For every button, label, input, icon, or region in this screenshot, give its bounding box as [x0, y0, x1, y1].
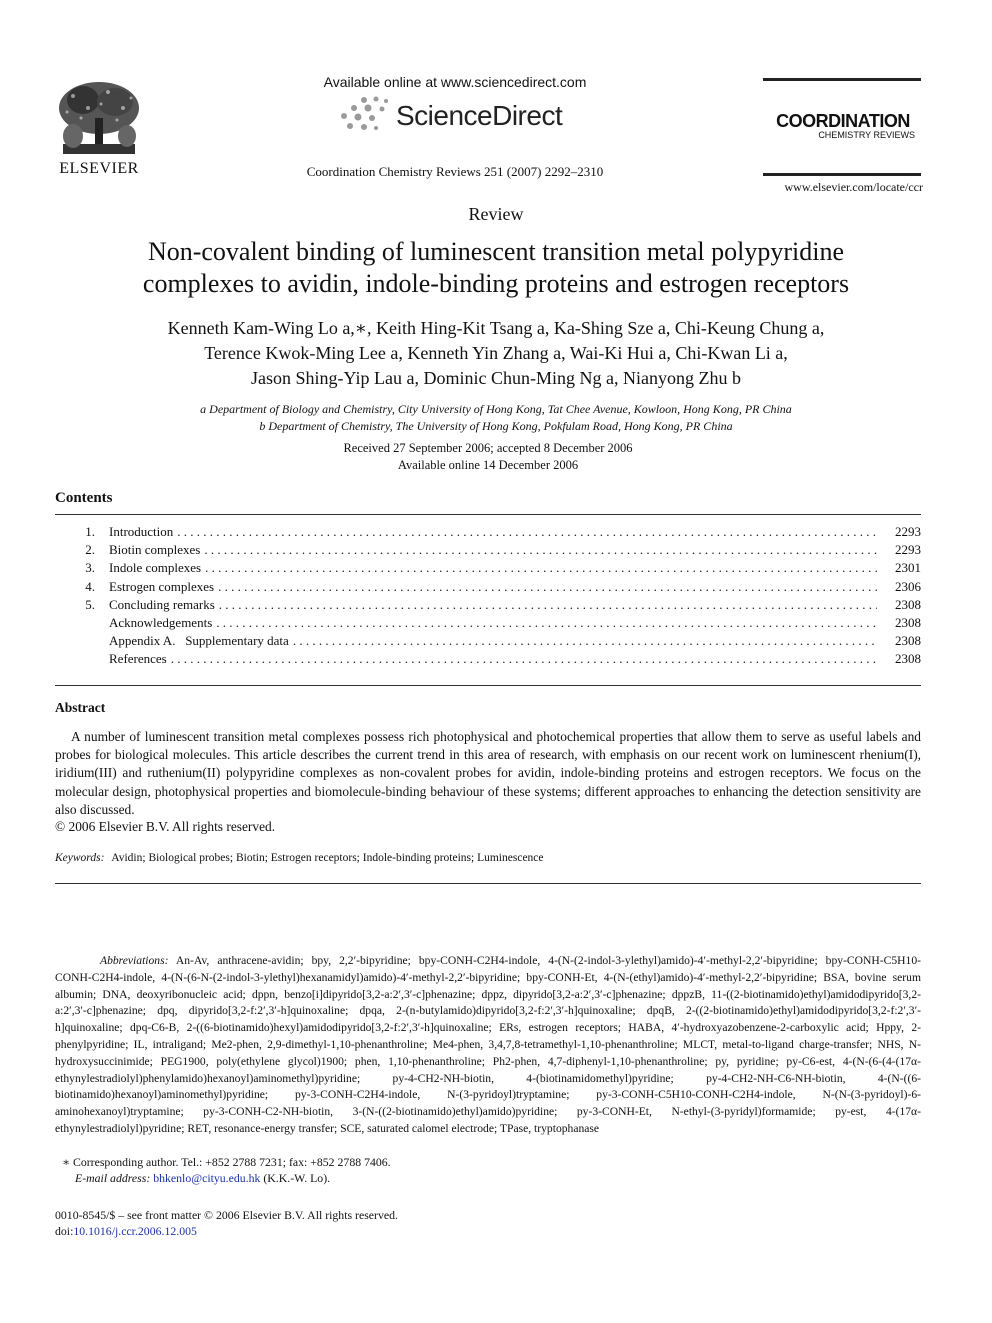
affiliation-b: b Department of Chemistry, The University of Hong Kong, Pokfulam Road, Hong Kong, PR China	[259, 419, 733, 433]
abstract-copyright: © 2006 Elsevier B.V. All rights reserved.	[55, 819, 276, 834]
sciencedirect-logo[interactable]	[336, 96, 576, 136]
toc-title: Biotin complexes	[109, 542, 201, 558]
sciencedirect-brand: ScienceDirect	[396, 100, 563, 131]
toc-leader	[205, 560, 877, 576]
abbreviations-text: An-Av, anthracene-avidin; bpy, 2,2′-bipyridine; bpy-CONH-C2H4-indole, 4-(N-(2-indol-3-ylethyl)amido)-4′-methyl-2,2′-bipyridine; bpy-CONH-C5H10-CONH-C2H4-indole, 4-(N-(6-N-(2-indol-3-ylethyl)hexanamidyl)amido)-4′-methyl-2,2′-bipyridine; bpy-CONH-Et, 4-(N-(ethyl)amido)-4′-methyl-2,2′-bipyridine; BSA, bovine serum albumin; DNA, deoxyribonucleic acid; dppn, benzo[i]dipyrido[3,2-a:2′,3′-c]phenazine; dppz, dipyrido[3,2-a:2′,3′-c]phenazine; dppzB, 11-((2-biotinamido)ethyl)amidodipyrido[3,2-a:2′,3′-c]phenazine; dpq, dipyrido[3,2-f:2′,3′-h]quinoxaline; dpqa, 2-(n-butylamido)dipyrido[3,2-f:2′,3′-h]quinoxaline; dpqB, 2-((2-biotinamido)ethyl)amidodipyrido[3,2-f:2′,3′-h]quinoxaline; dpq-C6-B, 2-((6-biotinamido)hexyl)amidodipyrido[3,2-f:2′,3′-h]quinoxaline; ERs, estrogen receptors; HABA, 4′-hydroxyazobenzene-2-carboxylic acid; Hppy, 2-phenylpyridine; IL, intraligand; Me2-phen, 2,9-dimethyl-1,10-phenanthroline; Me4-phen, 3,4,7,8-tetramethyl-1,10-phenanthroline; MLCT, metal-to-ligand charge-transfer; NHS, N-hydroxysuccinimide; PEG1900, poly(ethylene glycol)1900; phen, 1,10-phenanthroline; Ph2-phen, 4,7-diphenyl-1,10-phenanthroline; py, pyridine; py-C6-est, 4-(N-(6-(4-(17α-ethynylestradiolyl)phenylamido)hexanoyl)aminomethyl)pyridine; py-4-CH2-NH-biotin, 4-(biotinamidomethyl)pyridine; py-4-CH2-NH-C6-NH-biotin, 4-(N-((6-biotinamido)hexanoyl)aminomethyl)pyridine; py-3-CONH-C2H4-indole, N-(3-pyridoyl)tryptamine; py-3-CONH-C5H10-CONH-C2H4-indole, N-(N-(3-pyridoyl)-6-aminohexanoyl)tryptamine; py-3-CONH-C2-NH-biotin, 3-(N-((2-biotinamido)ethyl)amido)pyridine; py-3-CONH-Et, N-ethyl-(3-pyridyl)formamide; py-est, 4-(17α-ethynylestradiolyl)pyridine; RET, resonance-energy transfer; SCE, saturated calomel electrode; TPase, tryptophanase	[55, 954, 921, 1135]
toc-item[interactable]	[55, 651, 921, 669]
doi-link[interactable]: 10.1016/j.ccr.2006.12.005	[73, 1224, 197, 1238]
toc-leader	[216, 615, 877, 631]
toc-page: 2293	[895, 524, 921, 539]
authors-line-2: Terence Kwok-Ming Lee a, Kenneth Yin Zhang a, Wai-Ki Hui a, Chi-Kwan Li a,	[204, 343, 788, 363]
toc-leader	[171, 651, 877, 667]
toc-page: 2306	[895, 578, 921, 594]
toc-title: Acknowledgements	[109, 614, 213, 630]
contents-rule	[55, 514, 921, 515]
toc-number: 1.	[85, 524, 95, 539]
toc-leader	[218, 579, 877, 595]
abstract-end-rule	[55, 883, 921, 884]
keywords	[55, 852, 921, 864]
header-rule-bottom	[763, 173, 921, 176]
toc-page: 2308	[895, 596, 921, 612]
contents-end-rule	[55, 685, 921, 686]
toc-page: 2308	[895, 614, 921, 630]
toc-title: Introduction	[109, 524, 174, 539]
toc-page: 2308	[895, 633, 921, 649]
doi-label: doi:	[55, 1224, 74, 1238]
affiliations	[40, 401, 952, 435]
toc-item[interactable]	[55, 633, 921, 651]
toc-leader	[204, 542, 877, 558]
toc-item[interactable]	[55, 524, 921, 542]
email-suffix: (K.K.-W. Lo).	[263, 1171, 331, 1185]
toc-page: 2308	[895, 651, 921, 667]
email-link[interactable]: bhkenlo@cityu.edu.hk	[153, 1171, 261, 1185]
toc-number: 4.	[85, 578, 95, 594]
toc-number: 3.	[85, 560, 95, 576]
toc-item[interactable]	[55, 615, 921, 633]
toc-leader	[177, 524, 877, 540]
authors-line-1: Kenneth Kam-Wing Lo a,∗, Keith Hing-Kit Tsang a, Ka-Shing Sze a, Chi-Keung Chung a,	[167, 318, 825, 338]
received-date: Received 27 September 2006; accepted 8 December 2006	[343, 441, 633, 455]
toc-number: 5.	[85, 596, 95, 612]
toc-leader	[219, 597, 877, 613]
abstract-heading: Abstract	[55, 700, 106, 715]
toc-page: 2293	[895, 542, 921, 558]
journal-logo-sub: CHEMISTRY REVIEWS	[818, 130, 915, 140]
sciencedirect-dots-icon	[336, 96, 396, 136]
contents-heading: Contents	[55, 490, 113, 506]
elsevier-tree-icon	[53, 78, 145, 158]
toc-number: 2.	[85, 542, 95, 558]
doi-line	[55, 1224, 197, 1239]
toc-title: Estrogen complexes	[109, 578, 215, 594]
journal-citation: Coordination Chemistry Reviews 251 (2007) 2292–2310	[306, 164, 604, 179]
authors	[20, 316, 972, 391]
article-type: Review	[468, 204, 524, 224]
toc-item[interactable]	[55, 597, 921, 615]
issn-line: 0010-8545/$ – see front matter © 2006 Elsevier B.V. All rights reserved.	[55, 1208, 398, 1222]
journal-logo-main: COORDINATION	[776, 111, 910, 131]
journal-logo	[763, 112, 923, 140]
email-line	[75, 1171, 330, 1186]
toc-page: 2301	[895, 560, 921, 576]
title-line-2: complexes to avidin, indole-binding proteins and estrogen receptors	[142, 269, 850, 298]
journal-url[interactable]: www.elsevier.com/locate/ccr	[784, 180, 923, 194]
affiliation-a: a Department of Biology and Chemistry, City University of Hong Kong, Tat Chee Avenue, Kowloon, Hong Kong, PR China	[200, 402, 792, 416]
keywords-label: Keywords:	[55, 852, 105, 864]
abbreviations	[55, 953, 921, 1138]
toc-title: References	[109, 651, 167, 667]
dates	[0, 440, 976, 474]
keywords-list: Avidin; Biological probes; Biotin; Estrogen receptors; Indole-binding proteins; Luminescence	[111, 852, 544, 864]
available-date: Available online 14 December 2006	[397, 458, 579, 472]
toc-leader	[293, 633, 877, 649]
table-of-contents	[55, 524, 921, 670]
available-online[interactable]: Available online at www.sciencedirect.com	[323, 74, 587, 90]
article-title	[40, 236, 952, 300]
publisher-name: ELSEVIER	[59, 160, 139, 177]
toc-title: Concluding remarks	[109, 596, 215, 612]
authors-line-3: Jason Shing-Yip Lau a, Dominic Chun-Ming Ng a, Nianyong Zhu b	[251, 368, 741, 388]
toc-title: Appendix A. Supplementary data	[109, 633, 289, 649]
abbreviations-label: Abbreviations:	[100, 954, 169, 967]
header-rule-top	[763, 78, 921, 81]
toc-item[interactable]	[55, 579, 921, 597]
abstract-text: A number of luminescent transition metal complexes possess rich photophysical and photochemical properties that allow them to serve as useful labels and probes for biological molecules. This article describes the current trend in this area of research, with emphasis on our recent work on luminescent rhenium(I), iridium(III) and ruthenium(II) polypyridine complexes as non-covalent probes for avidin, indole-binding proteins and estrogen receptors. We focus on the molecular design, photophysical properties and biomolecule-binding behaviour of these systems; different approaches to enhancing the detection sensitivity are also discussed.	[55, 729, 921, 817]
title-line-1: Non-covalent binding of luminescent transition metal polypyridine	[147, 237, 845, 266]
email-label: E-mail address:	[75, 1171, 151, 1185]
corresponding-author: ∗ Corresponding author. Tel.: +852 2788 7231; fax: +852 2788 7406.	[62, 1155, 391, 1169]
toc-title: Indole complexes	[109, 560, 202, 576]
elsevier-logo	[53, 78, 145, 178]
toc-item[interactable]	[55, 560, 921, 578]
toc-item[interactable]	[55, 542, 921, 560]
